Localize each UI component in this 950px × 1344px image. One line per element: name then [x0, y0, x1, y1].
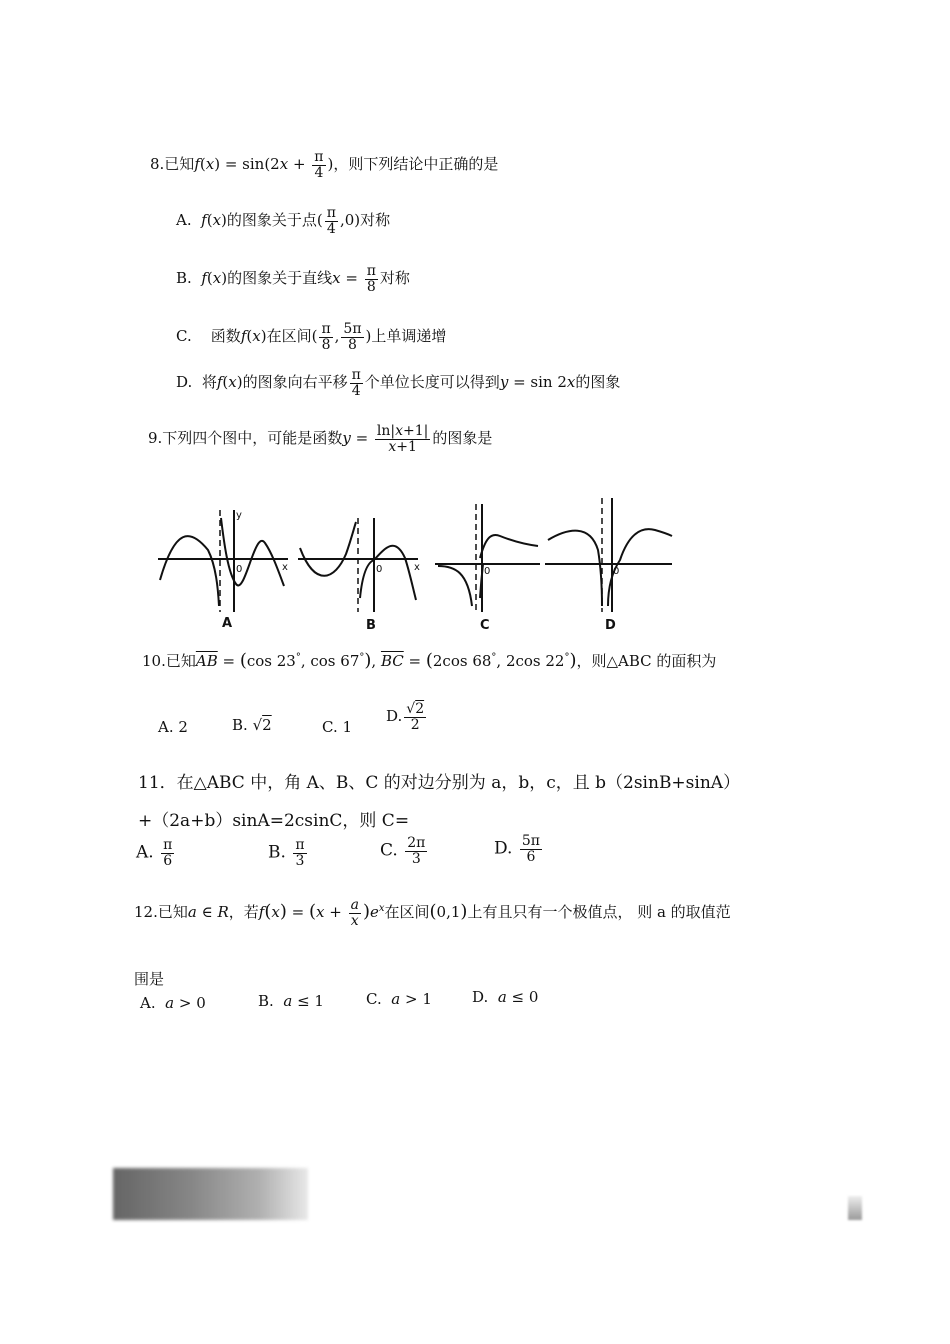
q11-line1: 11．在△ABC 中，角 A、B、C 的对边分别为 a，b，c，且 b（2sinB+sinA）: [138, 773, 741, 793]
svg-text:x: x: [414, 562, 420, 573]
q8-stem: 8.已知f(x) = sin(2x + $\frac{\pi}{4}$ )，则下列结论中正确的是: [150, 149, 499, 181]
graph-label-b: B: [366, 618, 376, 633]
q10-option-d: D. $\frac{√2}{2}$: [386, 701, 425, 733]
svg-text:0: 0: [484, 566, 491, 577]
q11-option-c: C. $\frac{2\pi}{3}$: [380, 835, 426, 867]
q8-prefix: 8.已知: [150, 155, 195, 174]
svg-text:x: x: [282, 562, 288, 573]
q8-option-b: B. f(x)的图象关于直线x = $\frac{\pi}{8}$ 对称: [176, 263, 410, 295]
q8-option-c: C. 函数f(x)在区间( $\frac{\pi}{8}$ , $\frac{5\pi}{8}$ )上单调递增: [176, 321, 447, 353]
scan-corner-mark: [848, 1196, 862, 1220]
q12-line2: 围是: [134, 970, 165, 988]
q12-option-b: B. a ≤ 1: [258, 992, 324, 1010]
q8-suffix: ，则下列结论中正确的是: [333, 155, 499, 174]
graph-label-c: C: [480, 618, 490, 633]
q12-option-d: D. a ≤ 0: [472, 988, 539, 1006]
q12-option-a: A. a > 0: [140, 994, 206, 1012]
svg-text:0: 0: [376, 564, 383, 575]
q8-option-a: A. f(x)的图象关于点( $\frac{\pi}{4}$ ,0)对称: [176, 205, 391, 237]
q10-option-c: C. 1: [322, 718, 353, 736]
q8-option-d: D. 将f(x)的图象向右平移 $\frac{\pi}{4}$ 个单位长度可以得到y = sin 2x的图象: [176, 367, 621, 399]
svg-text:0: 0: [236, 564, 243, 575]
svg-text:y: y: [236, 510, 242, 521]
svg-text:0: 0: [613, 566, 620, 577]
graph-c: [435, 504, 540, 612]
q11-line2: +（2a+b）sinA=2csinC，则 C=: [138, 811, 410, 831]
q12-option-c: C. a > 1: [366, 990, 432, 1008]
graph-label-d: D: [605, 618, 616, 633]
q10-stem: 10.已知$\overline{AB} = (\cos$ 23°, cos 67°), $\overline{BC} = (2\cos$ 68°, 2cos 22°)，则△ABC 的面积为: [142, 650, 717, 671]
q10-option-b: B. √2: [232, 716, 272, 734]
graph-a: [158, 510, 288, 612]
graph-b: [298, 518, 418, 612]
q10-option-a: A. 2: [158, 718, 188, 736]
q11-option-b: B. $\frac{\pi}{3}$: [268, 837, 305, 869]
q11-option-d: D. $\frac{5\pi}{6}$: [494, 833, 540, 865]
scan-smudge: [113, 1168, 308, 1220]
graph-d: [545, 498, 672, 612]
q12-stem: 12.已知a ∈ R，若f(x) = (x + $\frac{a}{x}$ )$e^x$在区间(0,1)上有且只有一个极值点， 则 a 的取值范: [134, 897, 731, 929]
graph-label-a: A: [222, 616, 233, 631]
q11-option-a: A. $\frac{\pi}{6}$: [136, 837, 173, 869]
q9-stem: 9.下列四个图中，可能是函数y = $\frac{\ln|x+1|}{x+1}$ 的图象是: [148, 423, 493, 455]
